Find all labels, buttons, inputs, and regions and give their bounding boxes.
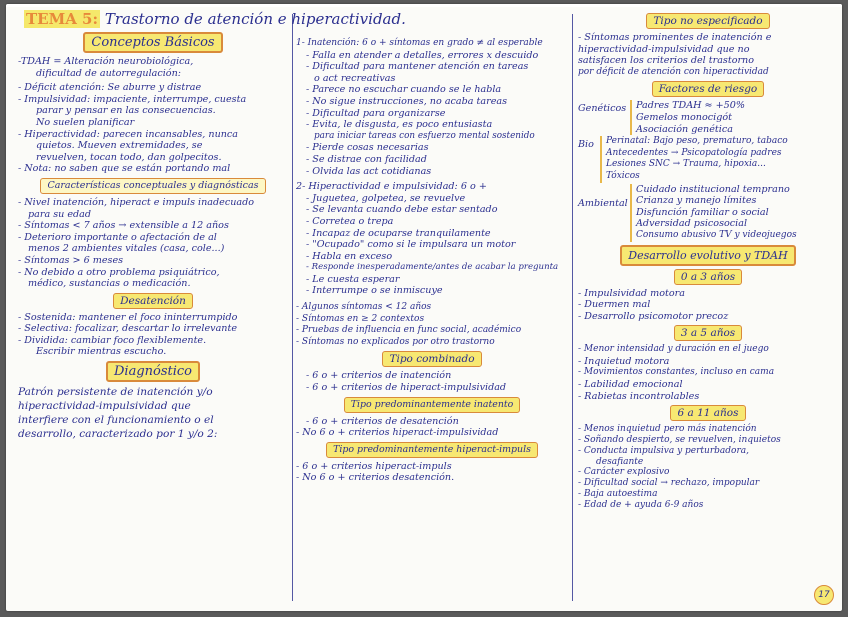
text-line: menos 2 ambientes vitales (casa, cole...) xyxy=(28,243,225,255)
inatencion-list xyxy=(296,38,568,177)
text-line: hiperactividad-impulsividad que xyxy=(18,400,191,413)
text-line: - Pruebas de influencia en func social, académico xyxy=(296,325,522,336)
heading-no-especificado: Tipo no especificado xyxy=(646,13,769,29)
text-line: - Pierde cosas necesarias xyxy=(306,142,429,154)
column-divider xyxy=(292,14,293,601)
text-line: quietos. Mueven extremidades, se xyxy=(36,140,203,152)
column-2 xyxy=(296,38,568,603)
text-line: - Soñando despierto, se revuelven, inquietos xyxy=(578,435,781,446)
text-line: - Responde inesperadamente/antes de acabar la pregunta xyxy=(306,262,559,273)
column-3 xyxy=(578,10,838,603)
text-line: revuelven, tocan todo, dan golpecitos. xyxy=(36,151,222,163)
heading-desatencion: Desatención xyxy=(113,293,193,309)
text-line: médico, sustancias o medicación. xyxy=(28,278,191,290)
text-line: - Corretea o trepa xyxy=(306,215,394,227)
text-line: Consumo abusivo TV y videojuegos xyxy=(636,229,797,240)
text-line: - Impulsividad motora xyxy=(578,287,685,299)
text-line: - Dificultad social → rechazo, impopular xyxy=(578,478,760,489)
combinado-list xyxy=(296,370,568,393)
no-especificado-text xyxy=(578,32,838,78)
text-line: - Síntomas en ≥ 2 contextos xyxy=(296,313,425,324)
text-line: - Nivel inatención, hiperact e impuls inadecuado xyxy=(18,196,255,208)
text-line: - Conducta impulsiva y perturbadora, xyxy=(578,445,749,456)
text-line: por déficit de atención con hiperactividad xyxy=(578,66,769,77)
text-line: - Rabietas incontrolables xyxy=(578,390,700,402)
text-line: - Parece no escuchar cuando se le habla xyxy=(306,84,502,96)
page-number: 17 xyxy=(814,585,834,605)
text-line: - Carácter explosivo xyxy=(578,467,670,478)
extra-criteria xyxy=(296,302,568,348)
text-line: - Impulsividad: impaciente, interrumpe, cuesta xyxy=(18,93,247,105)
text-line: - Síntomas no explicados por otro trastorno xyxy=(296,336,495,347)
list-6-11 xyxy=(578,424,838,510)
text-line: Lesiones SNC → Trauma, hipoxia... xyxy=(606,159,766,170)
tdah-definition xyxy=(18,56,288,79)
page-title xyxy=(24,10,406,28)
factor-bio xyxy=(578,136,838,182)
text-line: - Nota: no saben que se están portando mal xyxy=(18,163,231,175)
factor-label: Bio xyxy=(578,139,594,151)
hiperactividad-list xyxy=(296,181,568,297)
text-line: - No sigue instrucciones, no acaba tareas xyxy=(306,95,508,107)
text-line: - 6 o + criterios de hiperact-impulsividad xyxy=(306,382,507,394)
text-line: - Síntomas > 6 meses xyxy=(18,254,124,266)
text-line: - Selectiva: focalizar, descartar lo irrelevante xyxy=(18,323,238,335)
factor-items xyxy=(630,184,797,242)
text-line: - Se levanta cuando debe estar sentado xyxy=(306,204,498,216)
text-line: hiperactividad-impulsividad que no xyxy=(578,43,750,55)
text-line: - 6 o + criterios de desatención xyxy=(306,415,459,427)
heading-caracteristicas: Características conceptuales y diagnósticas xyxy=(40,178,265,194)
text-line: - Desarrollo psicomotor precoz xyxy=(578,310,729,322)
text-line: Patrón persistente de inatención y/o xyxy=(18,386,213,399)
text-line: dificultad de autorregulación: xyxy=(36,67,181,79)
text-line: - "Ocupado" como si le impulsara un motor xyxy=(306,239,516,251)
column-divider xyxy=(572,14,573,601)
text-line: - Algunos síntomas < 12 años xyxy=(296,302,432,313)
text-line: - No 6 o + criterios hiperact-impulsividad xyxy=(296,427,499,439)
heading-tipo-combinado: Tipo combinado xyxy=(382,351,481,367)
text-line: No suelen planificar xyxy=(36,116,135,128)
inatento-list xyxy=(296,416,568,439)
heading-desarrollo: Desarrollo evolutivo y TDAH xyxy=(620,245,795,266)
factor-ambiental xyxy=(578,184,838,242)
heading-6-11: 6 a 11 años xyxy=(670,405,745,421)
page-edge xyxy=(6,4,842,7)
text-line: Gemelos monocigót xyxy=(636,111,732,123)
list-3-5 xyxy=(578,344,838,402)
text-line: - Se distrae con facilidad xyxy=(306,153,427,165)
text-line: Padres TDAH ≈ +50% xyxy=(636,100,746,112)
text-line: - Sostenida: mantener el foco ininterrumpido xyxy=(18,311,238,323)
factor-items xyxy=(630,100,745,135)
text-line: - Olvida las act cotidianas xyxy=(306,165,432,177)
factor-genetico xyxy=(578,100,838,135)
list-0-3 xyxy=(578,288,838,323)
factor-label: Genéticos xyxy=(578,103,627,115)
text-line: 2- Hiperactividad e impulsividad: 6 o + xyxy=(296,181,487,193)
text-line: - Interrumpe o se inmiscuye xyxy=(306,285,443,297)
text-line: - 6 o + criterios de inatención xyxy=(306,370,452,382)
text-line: - Edad de + ayuda 6-9 años xyxy=(578,499,704,510)
characteristics-list xyxy=(18,197,288,290)
text-line: - Deterioro importante o afectación de al xyxy=(18,231,217,243)
text-line: desarrollo, caracterizado por 1 y/o 2: xyxy=(18,428,218,441)
text-line: - Evita, le disgusta, es poco entusiasta xyxy=(306,119,493,131)
text-line: - Le cuesta esperar xyxy=(306,273,400,285)
concept-bullets xyxy=(18,82,288,175)
text-line: - Juguetea, golpetea, se revuelve xyxy=(306,192,466,204)
text-line: - Menor intensidad y duración en el juego xyxy=(578,344,769,355)
heading-0-3: 0 a 3 años xyxy=(674,269,742,285)
text-line: - Falla en atender a detalles, errores x descuido xyxy=(306,49,539,61)
heading-tipo-inatento: Tipo predominantemente inatento xyxy=(344,397,521,413)
text-line: - Dividida: cambiar foco flexiblemente. xyxy=(18,334,207,346)
text-line: interfiere con el funcionamiento o el xyxy=(18,414,214,427)
tema-label: TEMA 5: xyxy=(26,10,99,28)
text-line: Adversidad psicosocial xyxy=(636,218,748,230)
text-line: parar y pensar en las consecuencias. xyxy=(36,105,216,117)
text-line: para su edad xyxy=(28,208,92,220)
text-line: - Dificultad para mantener atención en tareas xyxy=(306,61,529,73)
text-line: desafiante xyxy=(596,456,644,467)
notes-page xyxy=(6,4,842,611)
text-line: -TDAH = Alteración neurobiológica, xyxy=(18,56,194,67)
diagnostico-text xyxy=(18,385,288,441)
factor-label: Ambiental xyxy=(578,197,628,209)
text-line: satisfacen los criterios del trastorno xyxy=(578,55,755,67)
text-line: Escribir mientras escucho. xyxy=(36,346,167,358)
heading-tipo-hiperact: Tipo predominantemente hiperact-impuls xyxy=(326,442,538,458)
text-line: - No debido a otro problema psiquiátrico, xyxy=(18,266,220,278)
text-line: - Baja autoestima xyxy=(578,489,658,500)
title-text: Trastorno de atención e hiperactividad. xyxy=(104,10,406,28)
heading-3-5: 3 a 5 años xyxy=(674,325,742,341)
text-line: Antecedentes → Psicopatología padres xyxy=(606,147,782,158)
text-line: - Hiperactividad: parecen incansables, nunca xyxy=(18,128,239,140)
text-line: 1- Inatención: 6 o + síntomas en grado ≠ al esperable xyxy=(296,38,543,48)
text-line: - Duermen mal xyxy=(578,299,651,311)
text-line: o act recreativas xyxy=(314,72,396,84)
text-line: - Inquietud motora xyxy=(578,355,670,367)
text-line: Tóxicos xyxy=(606,170,640,181)
text-line: para iniciar tareas con esfuerzo mental sostenido xyxy=(314,130,535,141)
heading-diagnostico: Diagnóstico xyxy=(106,361,200,382)
factor-items xyxy=(600,136,788,182)
text-line: Perinatal: Bajo peso, prematuro, tabaco xyxy=(606,136,788,147)
text-line: - Déficit atención: Se aburre y distrae xyxy=(18,82,202,94)
text-line: - No 6 o + criterios desatención. xyxy=(296,472,455,484)
text-line: Asociación genética xyxy=(636,123,733,135)
desatencion-list xyxy=(18,312,288,358)
text-line: - Dificultad para organizarse xyxy=(306,107,446,119)
heading-conceptos: Conceptos Básicos xyxy=(83,32,222,53)
text-line: - Habla en exceso xyxy=(306,250,393,262)
text-line: - 6 o + criterios hiperact-impuls xyxy=(296,460,452,472)
text-line: Crianza y manejo límites xyxy=(636,195,757,207)
heading-factores: Factores de riesgo xyxy=(652,81,765,97)
text-line: - Labilidad emocional xyxy=(578,379,683,391)
hiperact-list xyxy=(296,461,568,484)
text-line: - Menos inquietud pero más inatención xyxy=(578,424,757,435)
text-line: Cuidado institucional temprano xyxy=(636,183,790,195)
text-line: - Incapaz de ocuparse tranquilamente xyxy=(306,227,491,239)
text-line: Disfunción familiar o social xyxy=(636,206,769,218)
text-line: - Síntomas prominentes de inatención e xyxy=(578,32,772,43)
text-line: - Síntomas < 7 años → extensible a 12 años xyxy=(18,220,229,232)
text-line: - Movimientos constantes, incluso en cama xyxy=(578,367,775,378)
